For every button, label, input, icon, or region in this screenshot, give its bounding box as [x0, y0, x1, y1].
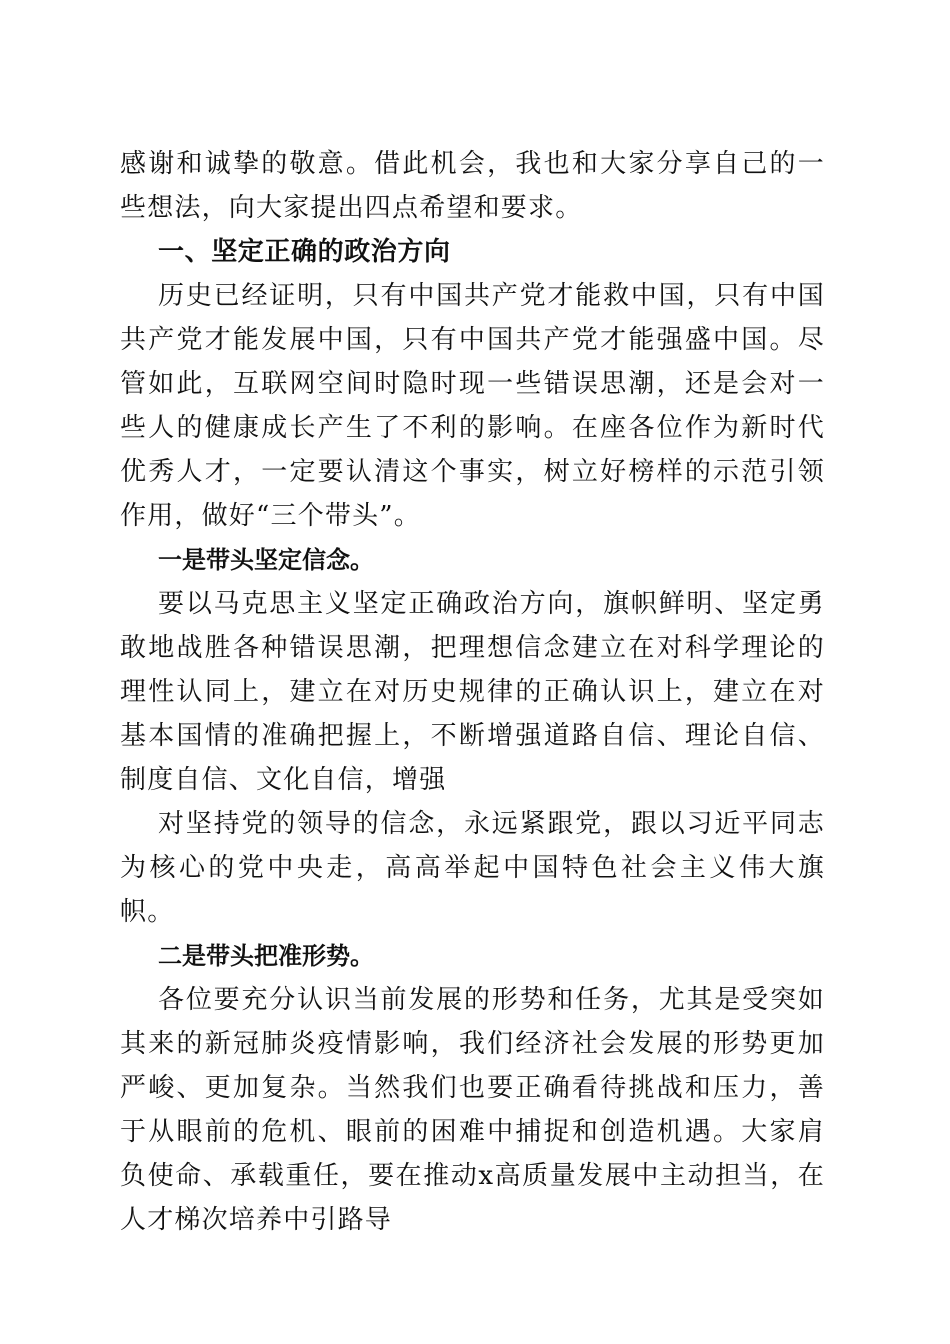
document-body — [120, 142, 825, 1242]
subheading-grasp-situation: 二是带头把准形势。 — [158, 942, 374, 970]
section-heading-political-direction: 一、坚定正确的政治方向 — [158, 237, 451, 267]
subheading-firm-belief: 一是带头坚定信念。 — [158, 546, 374, 574]
paragraph-marxism-direction: 要以马克思主义坚定正确政治方向，旗帜鲜明、坚定勇敢地战胜各种错误思潮，把理想信念建立在对科学理论的理性认同上，建立在对历史规律的正确认识上，建立在对基本国情的准确把握上，不断增强道路自信、理论自信、制度自信、文化自信，增强 — [120, 589, 825, 795]
paragraph-party-leadership: 对坚持党的领导的信念，永远紧跟党，跟以习近平同志为核心的党中央走，高高举起中国特色社会主义伟大旗帜。 — [120, 809, 825, 927]
paragraph-continuation: 感谢和诚挚的敬意。借此机会，我也和大家分享自己的一些想法，向大家提出四点希望和要求。 — [120, 149, 825, 223]
paragraph-history-proven: 历史已经证明，只有中国共产党才能救中国，只有中国共产党才能发展中国，只有中国共产党才能强盛中国。尽管如此，互联网空间时隐时现一些错误思潮，还是会对一些人的健康成长产生了不利的影响。在座各位作为新时代优秀人才，一定要认清这个事实，树立好榜样的示范引领作用，做好“三个带头”。 — [120, 281, 825, 531]
paragraph-development-situation: 各位要充分认识当前发展的形势和任务，尤其是受突如其来的新冠肺炎疫情影响，我们经济社会发展的形势更加严峻、更加复杂。当然我们也要正确看待挑战和压力，善于从眼前的危机、眼前的困难中捕捉和创造机遇。大家肩负使命、承载重任，要在推动x高质量发展中主动担当，在人才梯次培养中引路导 — [120, 985, 825, 1235]
